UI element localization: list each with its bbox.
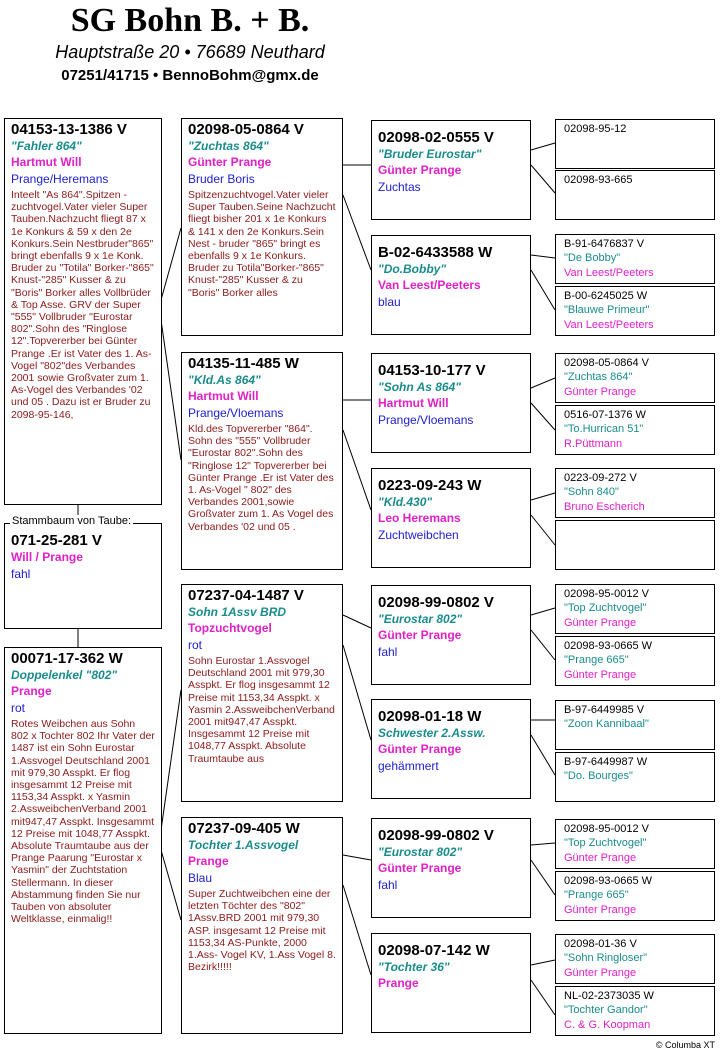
- gen3-name: "Kld.430": [378, 495, 433, 509]
- mother-description: Rotes Weibchen aus Sohn 802 x Tochter 802 Ihr Vater der 1487 ist ein Sohn Eurostar 1.Assvogel Deutschland 2001 mit 979,30 Asspkt. Er flog insgesammt 12 Preise mit 1153,34 Asspkt. x Yasmin 2.AssweibchenVerband 2001 mit947,47 Asspkt. Insgesammt 12 Preise mit 1048,77 Asspkt. Absolute Traumtaube aus der Prange Paarung "Eurostar x Yasmin" der Zuchtstation Stellermann. In dieser Abstammung finden Sie nur Tauben von absoluter Weltklasse, einmalig!!: [11, 718, 155, 926]
- gen2-breeder: Günter Prange: [188, 155, 272, 169]
- gen2-ring: 04135-11-485 W: [188, 355, 299, 372]
- copyright-text: © Columba XT: [655, 1040, 715, 1050]
- gen2-color: Bruder Boris: [188, 172, 255, 186]
- gen3-box: [371, 818, 531, 918]
- breeder-title: SG Bohn B. + B.: [70, 2, 310, 39]
- gen2-ring: 02098-05-0864 V: [188, 121, 304, 138]
- gen4-ring: 02098-95-0012 V: [564, 588, 650, 600]
- gen4-ring: 0516-07-1376 W: [564, 409, 646, 421]
- gen3-ring: 02098-07-142 W: [378, 942, 490, 959]
- gen3-breeder: Hartmut Will: [378, 396, 449, 410]
- mother-name: Doppelenkel "802": [11, 668, 118, 682]
- gen3-box: [371, 933, 531, 1033]
- gen3-color: Zuchtas: [378, 180, 421, 194]
- gen4-name: "De Bobby": [564, 252, 621, 264]
- gen3-color: gehämmert: [378, 759, 439, 773]
- gen4-breeder: Günter Prange: [564, 386, 637, 398]
- gen4-box: [555, 170, 715, 220]
- breeder-contact: 07251/41715 • BennoBohm@gmx.de: [61, 67, 319, 84]
- gen2-color: Prange/Vloemans: [188, 406, 284, 420]
- gen4-ring: 02098-93-665: [564, 174, 633, 186]
- gen3-breeder: Van Leest/Peeters: [378, 278, 481, 292]
- grandmother-paternal-box: [181, 352, 343, 570]
- gen3-breeder: Prange: [378, 976, 419, 990]
- gen2-description: Super Zuchtweibchen eine der letzten Töchter des "802" 1Assv.BRD 2001 mit 979,30 ASP. insgesamt 12 Preise mit 1153,34 AS-Punkte, 2000 1.Ass- Vogel KV, 1.Ass Vogel 8. Bezirk!!!!!: [188, 888, 336, 974]
- subject-color: fahl: [11, 567, 31, 581]
- father-breeder: Hartmut Will: [11, 155, 82, 169]
- gen3-ring: B-02-6433588 W: [378, 244, 493, 261]
- gen2-name: "Zuchtas 864": [188, 139, 269, 153]
- gen4-breeder: Günter Prange: [564, 904, 637, 916]
- grandfather-paternal-box: [181, 118, 343, 336]
- gen3-color: Zuchtweibchen: [378, 528, 459, 542]
- gen4-box: [555, 405, 715, 455]
- gen4-name: "Top Zuchtvogel": [564, 602, 647, 614]
- gen3-name: Schwester 2.Assw.: [378, 726, 486, 740]
- gen2-description: Spitzenzuchtvogel.Vater vieler Super Tauben.Seine Nachzucht fliegt bisher 201 x 1e Konkurs & 141 x den 2e Konkurs.Sein Nest - bruder "865" bringt es ebenfalls 9 x 1e Konkurs. Bruder zu Totila"Borker-"865" Knust-"285" Kusser & zu "Boris" Borker alles: [188, 189, 336, 299]
- gen4-name: "Sohn 840": [564, 486, 619, 498]
- gen4-breeder: Günter Prange: [564, 967, 637, 979]
- gen4-name: "Top Zuchtvogel": [564, 837, 647, 849]
- gen3-box: [371, 120, 531, 220]
- gen2-breeder: Topzuchtvogel: [188, 621, 272, 635]
- father-name: "Fahler 864": [11, 139, 82, 153]
- gen4-name: "Zuchtas 864": [564, 371, 633, 383]
- gen4-box: [555, 700, 715, 750]
- gen4-box-empty: [555, 520, 715, 570]
- gen2-ring: 07237-09-405 W: [188, 820, 300, 837]
- gen4-breeder: Günter Prange: [564, 852, 637, 864]
- gen3-box: [371, 585, 531, 685]
- gen4-box: [555, 353, 715, 403]
- mother-box: [4, 647, 162, 1034]
- gen4-box: [555, 584, 715, 634]
- gen3-box: [371, 353, 531, 453]
- gen3-name: "Bruder Eurostar": [378, 147, 482, 161]
- gen4-ring: 02098-95-0012 V: [564, 823, 650, 835]
- gen4-name: "Prange 665": [564, 889, 629, 901]
- gen4-breeder: R.Püttmann: [564, 438, 623, 450]
- gen2-color: Blau: [188, 871, 213, 885]
- gen3-box: [371, 468, 531, 568]
- gen4-ring: 02098-95-12: [564, 123, 627, 135]
- grandfather-maternal-box: [181, 584, 343, 802]
- gen2-description: Sohn Eurostar 1.Assvogel Deutschland 2001 mit 979,30 Asspkt. Er flog insgesammt 12 Preise mit 1153,34 Asspkt. x Yasmin 2.AssweibchenVerband 2001 mit947,47 Asspkt. Insgesammt 12 Preise mit 1048,77 Asspkt. Absolute Traumtaube aus: [188, 655, 335, 765]
- breeder-address: Hauptstraße 20 • 76689 Neuthard: [55, 42, 325, 62]
- gen3-color: fahl: [378, 645, 398, 659]
- gen2-ring: 07237-04-1487 V: [188, 587, 304, 604]
- gen3-box: [371, 235, 531, 335]
- gen3-box: [371, 699, 531, 799]
- gen3-name: "Eurostar 802": [378, 845, 463, 859]
- gen3-breeder: Günter Prange: [378, 163, 462, 177]
- gen2-breeder: Hartmut Will: [188, 389, 259, 403]
- gen4-ring: B-91-6476837 V: [564, 238, 645, 250]
- gen4-ring: NL-02-2373035 W: [564, 990, 654, 1002]
- father-ring: 04153-13-1386 V: [11, 121, 127, 138]
- gen3-color: fahl: [378, 878, 398, 892]
- gen3-breeder: Günter Prange: [378, 742, 462, 756]
- father-box: [4, 118, 162, 505]
- gen4-box: [555, 286, 715, 336]
- gen3-breeder: Günter Prange: [378, 861, 462, 875]
- gen3-ring: 02098-99-0802 V: [378, 827, 494, 844]
- father-description: Inteelt "As 864".Spitzen - zuchtvogel.Vater vieler Super Tauben.Nachzucht fliegt 87 x 1e Konkurs & 59 x den 2e Konkurs.Sein Nestbruder"865" bringt ebenfalls 9 x 1e Konk. Bruder zu "Totila" Borker-"865" Knust-"285" Kusser & zu "Boris" Borker alles Vollbrüder & Top Asse. GRV der Super "555" Vollbruder "Eurostar 802".Sohn des "Ringlose 12".Topvererber bei Günter Prange .Er ist Vater des 1. As-Vogel "802"des Verbandes 2001 sowie Großvater zum 1. As-Vogel des Verbandes '02 und 05 . Dazu ist er Bruder zu 2098-95-146,: [11, 189, 154, 421]
- mother-ring: 00071-17-362 W: [11, 650, 123, 667]
- gen4-breeder: Günter Prange: [564, 617, 637, 629]
- gen4-ring: B-00-6245025 W: [564, 290, 648, 302]
- gen3-name: "Tochter 36": [378, 960, 450, 974]
- gen2-description: Kld.des Topvererber "864". Sohn des "555" Vollbruder "Eurostar 802".Sohn des "Ringlose 12" Topvererber bei Günter Prange .Er ist Vater des 1. As-Vogel " 802" des Verbandes 2001,sowie Großvater zum 1. As Vogel des Verbandes '02 und 05 .: [188, 423, 334, 533]
- gen4-breeder: Bruno Escherich: [564, 501, 645, 513]
- gen3-ring: 02098-01-18 W: [378, 708, 482, 725]
- gen4-name: "Zoon Kannibaal": [564, 718, 649, 730]
- gen4-name: "Sohn Ringloser": [564, 952, 648, 964]
- gen4-name: "Prange 665": [564, 654, 629, 666]
- gen3-breeder: Leo Heremans: [378, 511, 461, 525]
- gen3-breeder: Günter Prange: [378, 628, 462, 642]
- gen3-color: blau: [378, 295, 401, 309]
- subject-box: [4, 523, 162, 629]
- gen4-breeder: Van Leest/Peeters: [564, 319, 654, 331]
- gen4-box: [555, 234, 715, 284]
- gen4-name: "To.Hurrican 51": [564, 423, 644, 435]
- gen4-ring: 02098-05-0864 V: [564, 357, 650, 369]
- gen4-box: [555, 934, 715, 984]
- gen3-name: "Eurostar 802": [378, 612, 463, 626]
- gen4-box: [555, 986, 715, 1036]
- gen4-box: [555, 871, 715, 921]
- mother-color: rot: [11, 701, 26, 715]
- gen4-breeder: Günter Prange: [564, 669, 637, 681]
- gen2-breeder: Prange: [188, 854, 229, 868]
- grandmother-maternal-box: [181, 817, 343, 1034]
- gen3-name: "Sohn As 864": [378, 380, 461, 394]
- gen3-ring: 02098-02-0555 V: [378, 129, 494, 146]
- pedigree-label: Stammbaum von Taube:: [12, 515, 132, 527]
- gen3-ring: 04153-10-177 V: [378, 362, 486, 379]
- gen4-ring: 02098-93-0665 W: [564, 640, 653, 652]
- subject-breeder: Will / Prange: [11, 550, 83, 564]
- gen4-name: "Blauwe Primeur": [564, 304, 650, 316]
- mother-breeder: Prange: [11, 684, 52, 698]
- gen4-name: "Tochter Gandor": [564, 1004, 648, 1016]
- gen4-box: [555, 636, 715, 686]
- gen4-ring: B-97-6449987 W: [564, 756, 648, 768]
- gen2-name: Tochter 1.Assvogel: [188, 838, 299, 852]
- gen4-box: [555, 819, 715, 869]
- gen2-color: rot: [188, 638, 203, 652]
- gen3-ring: 0223-09-243 W: [378, 477, 482, 494]
- gen4-breeder: Van Leest/Peeters: [564, 267, 654, 279]
- father-color: Prange/Heremans: [11, 172, 109, 186]
- gen4-ring: B-97-6449985 V: [564, 704, 645, 716]
- subject-ring: 071-25-281 V: [11, 532, 102, 549]
- gen2-name: Sohn 1Assv BRD: [188, 605, 287, 619]
- gen3-name: "Do.Bobby": [378, 262, 447, 276]
- gen4-name: "Do. Bourges": [564, 770, 633, 782]
- gen4-ring: 0223-09-272 V: [564, 472, 637, 484]
- gen2-name: "Kld.As 864": [188, 373, 261, 387]
- gen4-breeder: C. & G. Koopman: [564, 1019, 651, 1031]
- gen4-box: [555, 119, 715, 169]
- gen3-color: Prange/Vloemans: [378, 413, 474, 427]
- gen4-box: [555, 752, 715, 802]
- gen3-ring: 02098-99-0802 V: [378, 594, 494, 611]
- gen4-ring: 02098-01-36 V: [564, 938, 637, 950]
- gen4-box: [555, 468, 715, 518]
- gen4-ring: 02098-93-0665 W: [564, 875, 653, 887]
